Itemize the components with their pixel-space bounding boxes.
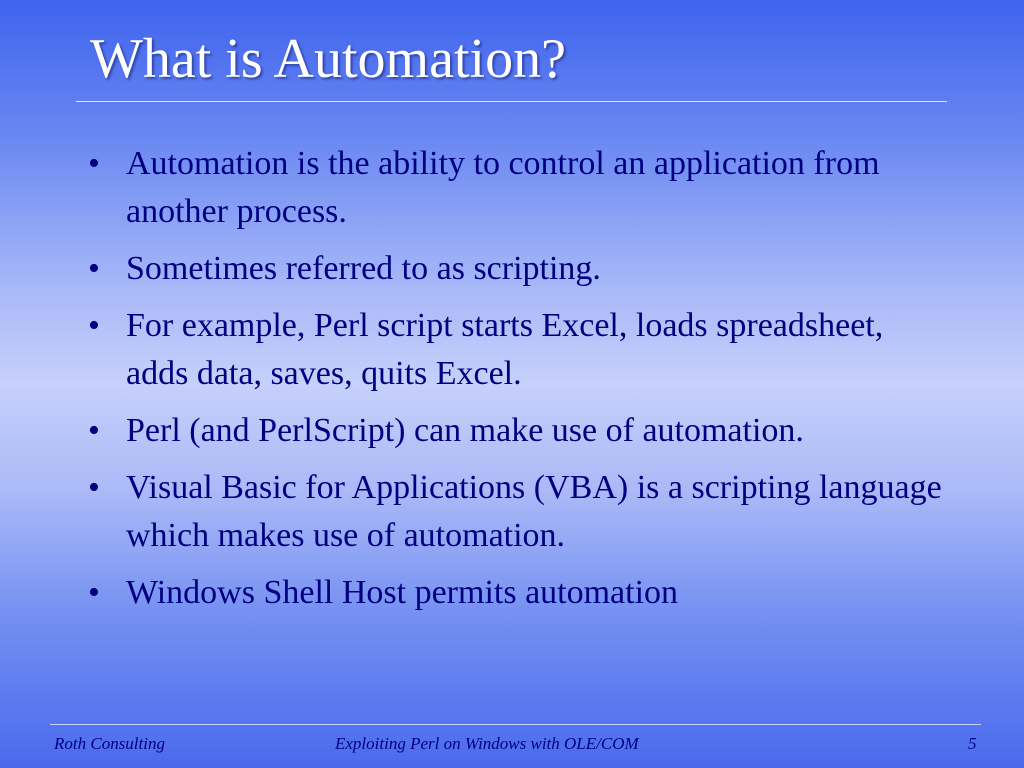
bullet-dot-icon: • xyxy=(88,574,100,611)
bullet-item xyxy=(82,569,942,617)
bullet-text: Sometimes referred to as scripting. xyxy=(126,250,601,287)
bullet-item xyxy=(82,302,942,398)
bullet-text: For example, Perl script starts Excel, loads spreadsheet, adds data, saves, quits Excel. xyxy=(126,307,884,392)
slide-title: What is Automation? xyxy=(90,28,566,90)
bullet-dot-icon: • xyxy=(88,250,100,287)
bullet-item xyxy=(82,407,942,455)
bullet-item xyxy=(82,464,942,560)
bullet-item xyxy=(82,245,942,293)
footer-presentation-title: Exploiting Perl on Windows with OLE/COM xyxy=(335,734,639,753)
title-divider xyxy=(76,101,947,102)
bullet-dot-icon: • xyxy=(88,469,100,506)
footer-divider xyxy=(50,724,981,725)
bullet-list xyxy=(82,140,942,626)
slide-number: 5 xyxy=(968,734,977,753)
bullet-text: Perl (and PerlScript) can make use of automation. xyxy=(126,412,804,449)
bullet-text: Visual Basic for Applications (VBA) is a scripting language which makes use of automation. xyxy=(126,469,942,554)
bullet-dot-icon: • xyxy=(88,307,100,344)
bullet-text: Windows Shell Host permits automation xyxy=(126,574,679,611)
bullet-item xyxy=(82,140,942,236)
bullet-dot-icon: • xyxy=(88,412,100,449)
footer-author: Roth Consulting xyxy=(54,734,165,753)
bullet-dot-icon: • xyxy=(88,145,100,182)
bullet-text: Automation is the ability to control an application from another process. xyxy=(126,145,880,230)
